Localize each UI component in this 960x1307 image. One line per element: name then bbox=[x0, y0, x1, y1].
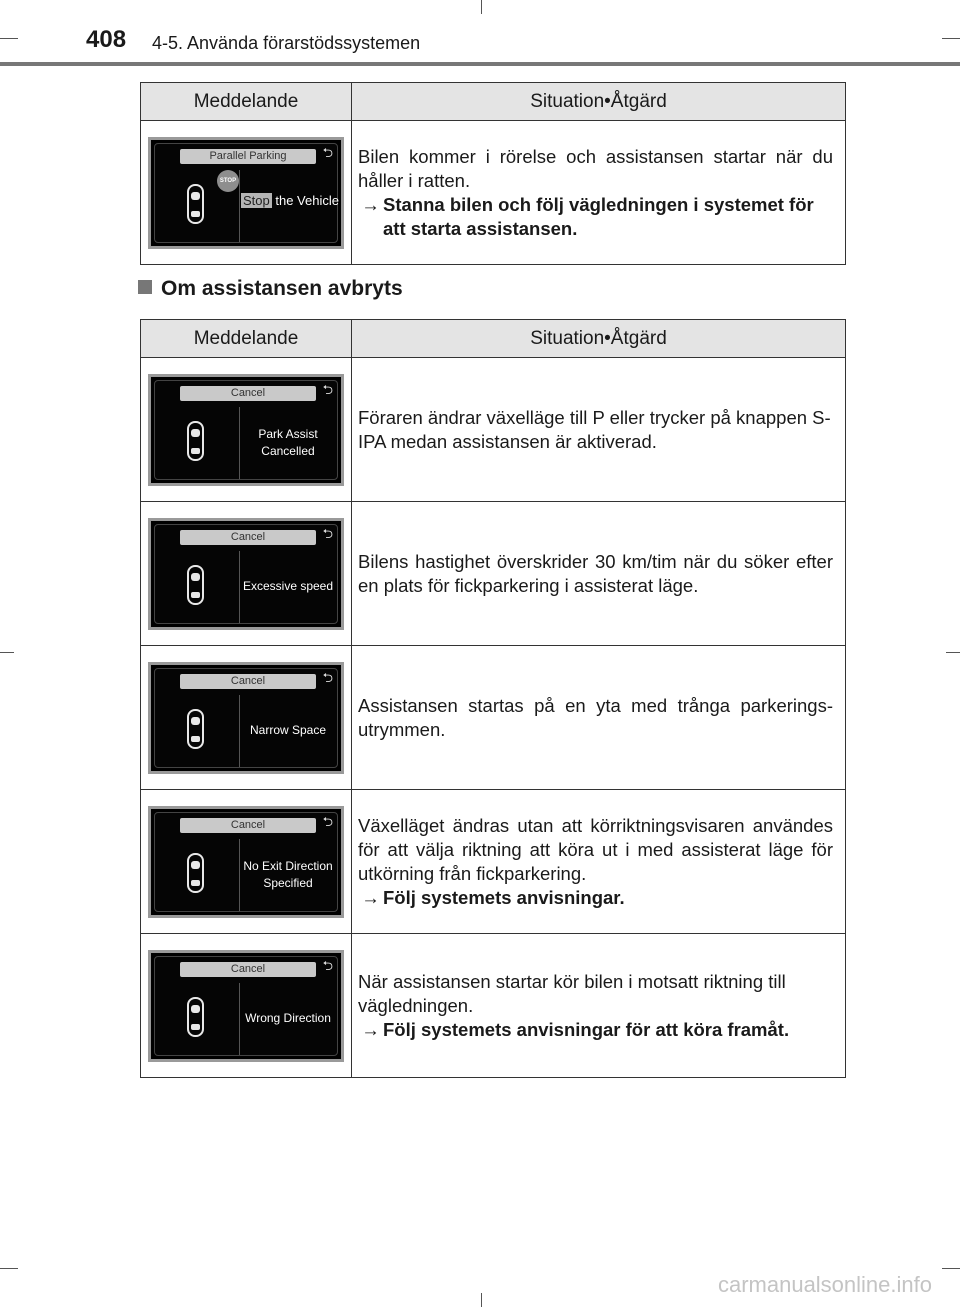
page-number: 408 bbox=[86, 26, 127, 53]
subheading-text: Om assistansen avbryts bbox=[161, 277, 403, 300]
display-screen bbox=[148, 806, 344, 918]
display-divider bbox=[239, 170, 240, 242]
table-row bbox=[141, 790, 846, 934]
column-header-message: Meddelande bbox=[141, 320, 352, 358]
back-arrow-icon: ⮌ bbox=[322, 525, 333, 541]
situation-text: När assistansen startar kör bilen i motsatt riktning till vägledningen. bbox=[358, 970, 786, 1016]
display-screen bbox=[148, 950, 344, 1062]
display-divider bbox=[239, 551, 240, 623]
message-table-2 bbox=[140, 319, 846, 1078]
crop-mark bbox=[942, 38, 960, 39]
message-table-1 bbox=[140, 82, 846, 265]
message-cell bbox=[141, 121, 352, 265]
header-rule bbox=[0, 62, 960, 66]
action-text bbox=[358, 1018, 833, 1042]
situation-text: Växelläget ändras utan att körriktningsvisaren användes för att välja riktning att köra ut i med assisterat läge för utkörning från fickparkering. bbox=[358, 814, 833, 884]
display-message: No Exit Direction Specified bbox=[243, 858, 333, 890]
arrow-icon: → bbox=[361, 1018, 380, 1040]
display-mode-bar: Cancel bbox=[180, 530, 316, 545]
table-header-row bbox=[141, 320, 846, 358]
display-mode-bar: Cancel bbox=[180, 962, 316, 977]
car-top-view-icon bbox=[187, 421, 204, 461]
section-subheading bbox=[138, 277, 403, 301]
display-divider bbox=[239, 407, 240, 479]
crop-mark bbox=[481, 1293, 482, 1307]
arrow-icon: → bbox=[361, 193, 380, 215]
crop-mark bbox=[0, 652, 14, 653]
action-label: Följ systemets anvisningar för att köra framåt. bbox=[383, 1018, 790, 1040]
display-message: Narrow Space bbox=[249, 723, 327, 737]
display-mode-bar: Cancel bbox=[180, 674, 316, 689]
back-arrow-icon: ⮌ bbox=[322, 957, 333, 973]
back-arrow-icon: ⮌ bbox=[322, 669, 333, 685]
watermark[interactable]: carmanualsonline.info bbox=[717, 1272, 932, 1297]
display-screen bbox=[148, 137, 344, 249]
situation-cell bbox=[352, 121, 846, 265]
crop-mark bbox=[942, 1268, 960, 1269]
arrow-icon: → bbox=[361, 886, 380, 908]
table-row bbox=[141, 121, 846, 265]
display-message-rest: the Vehicle bbox=[271, 192, 339, 208]
message-cell bbox=[141, 646, 352, 790]
back-arrow-icon: ⮌ bbox=[322, 381, 333, 397]
back-arrow-icon: ⮌ bbox=[322, 144, 333, 160]
message-cell bbox=[141, 502, 352, 646]
table-row bbox=[141, 502, 846, 646]
display-screen bbox=[148, 662, 344, 774]
display-frame bbox=[154, 143, 338, 243]
square-bullet-icon bbox=[138, 280, 152, 294]
message-cell bbox=[141, 358, 352, 502]
table-row bbox=[141, 646, 846, 790]
display-frame bbox=[154, 524, 338, 624]
car-top-view-icon bbox=[187, 709, 204, 749]
display-screen bbox=[148, 374, 344, 486]
display-frame bbox=[154, 668, 338, 768]
situation-cell bbox=[352, 502, 846, 646]
display-screen bbox=[148, 518, 344, 630]
display-mode-bar: Cancel bbox=[180, 818, 316, 833]
display-message bbox=[241, 192, 339, 209]
stop-sign-icon: STOP bbox=[217, 170, 239, 192]
display-message: Excessive speed bbox=[242, 579, 334, 593]
situation-text: Föraren ändrar växelläge till P eller trycker på knappen S-IPA medan assistansen är aktiverad. bbox=[358, 406, 831, 452]
display-divider bbox=[239, 983, 240, 1055]
car-top-view-icon bbox=[187, 853, 204, 893]
display-frame bbox=[154, 956, 338, 1056]
action-label: Följ systemets anvisningar. bbox=[383, 886, 625, 908]
situation-cell bbox=[352, 646, 846, 790]
display-divider bbox=[239, 695, 240, 767]
display-mode-bar: Parallel Parking bbox=[180, 149, 316, 164]
table-row bbox=[141, 358, 846, 502]
situation-text: Assistansen startas på en yta med trånga parkerings-utrymmen. bbox=[358, 694, 833, 740]
car-top-view-icon bbox=[187, 997, 204, 1037]
message-cell bbox=[141, 790, 352, 934]
crop-mark bbox=[0, 38, 18, 39]
situation-text: Bilens hastighet överskrider 30 km/tim när du söker efter en plats för fickparkering i assisterat läge. bbox=[358, 550, 833, 596]
back-arrow-icon: ⮌ bbox=[322, 813, 333, 829]
section-title: 4-5. Använda förarstödssystemen bbox=[152, 33, 421, 53]
display-frame bbox=[154, 812, 338, 912]
message-cell bbox=[141, 934, 352, 1078]
display-message: Park Assist Cancelled bbox=[258, 426, 318, 458]
column-header-situation: Situation•Åtgärd bbox=[352, 320, 846, 358]
display-mode-bar: Cancel bbox=[180, 386, 316, 401]
car-top-view-icon bbox=[187, 184, 204, 224]
table-row bbox=[141, 934, 846, 1078]
car-top-view-icon bbox=[187, 565, 204, 605]
column-header-message: Meddelande bbox=[141, 83, 352, 121]
column-header-situation: Situation•Åtgärd bbox=[352, 83, 846, 121]
action-text bbox=[358, 886, 833, 910]
crop-mark bbox=[946, 652, 960, 653]
crop-mark bbox=[0, 1268, 18, 1269]
situation-cell bbox=[352, 790, 846, 934]
display-message: Wrong Direction bbox=[245, 1011, 331, 1025]
situation-cell bbox=[352, 934, 846, 1078]
crop-mark bbox=[481, 0, 482, 14]
action-text bbox=[358, 193, 833, 241]
table-header-row bbox=[141, 83, 846, 121]
display-frame bbox=[154, 380, 338, 480]
highlighted-stop-word: Stop bbox=[243, 192, 270, 208]
display-divider bbox=[239, 839, 240, 911]
action-label: Stanna bilen och följ vägledningen i systemet för att starta assistansen. bbox=[383, 193, 814, 239]
situation-cell bbox=[352, 358, 846, 502]
situation-text: Bilen kommer i rörelse och assistansen startar när du håller i ratten. bbox=[358, 145, 833, 191]
